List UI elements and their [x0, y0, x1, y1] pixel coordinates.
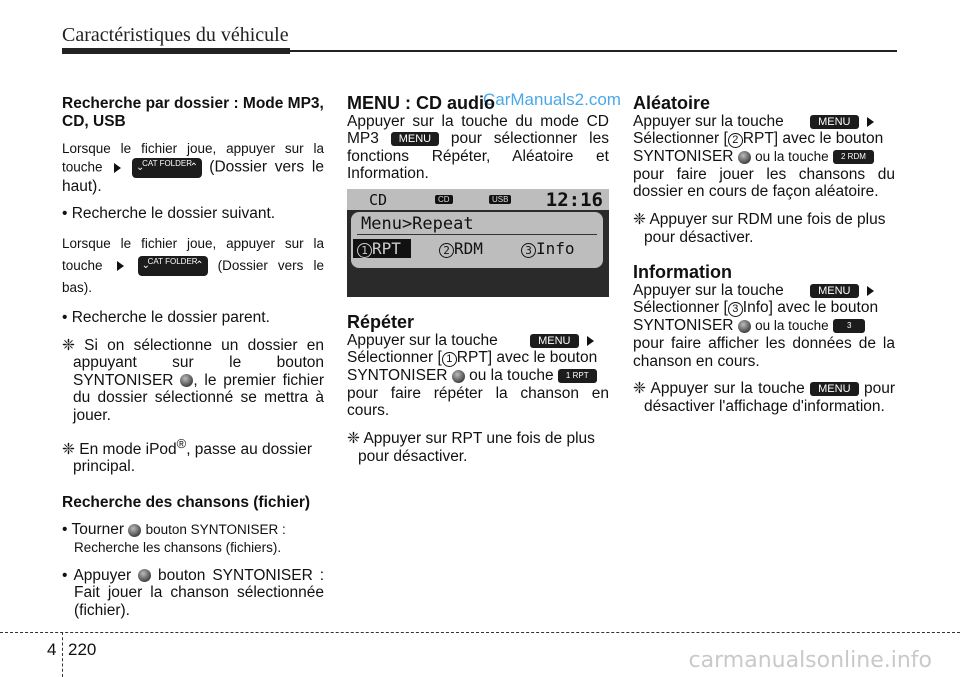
step-text: Sélectionner [	[633, 299, 728, 317]
note-text: , passe au dossier principal.	[73, 440, 312, 476]
tune-knob-icon	[738, 151, 751, 164]
arrow-right-icon	[867, 117, 874, 127]
cd-menu-screen	[347, 189, 609, 297]
step-text: RPT] avec le bouton SYNTONISER	[633, 130, 884, 166]
option-number: 1	[442, 352, 457, 367]
menu-button[interactable]: MENU	[810, 382, 858, 396]
screen-source: CD	[369, 191, 388, 209]
cat-folder-up-button[interactable]	[132, 158, 202, 178]
arrow-right-icon	[117, 261, 124, 271]
repeat-step-2	[347, 349, 609, 385]
tune-knob-icon	[128, 524, 141, 537]
note-text: ❈ Appuyer sur la touche	[633, 380, 805, 398]
random-step-1	[633, 113, 895, 131]
repeat-heading: Répéter	[347, 312, 415, 332]
screen-status-bar	[347, 189, 609, 210]
registered-mark: ®	[176, 435, 187, 451]
screen-option-rdm	[439, 239, 483, 258]
screen-option-info	[521, 239, 575, 258]
random-note: ❈ Appuyer sur RDM une fois de plus pour désactiver.	[633, 210, 886, 246]
arrow-right-icon	[867, 286, 874, 296]
cd-badge: CD	[435, 195, 453, 204]
chevron-down-icon: ⌄	[136, 161, 145, 173]
repeat-step-1	[347, 332, 609, 350]
footer-rule	[0, 632, 960, 633]
menu-intro-paragraph	[347, 113, 609, 183]
repeat-step-3: pour faire répéter la chanson en cours.	[347, 384, 609, 420]
cat-folder-label: CAT FOLDER	[142, 158, 193, 168]
screen-menu-path: Menu>Repeat	[361, 214, 474, 234]
info-step-2	[633, 299, 895, 335]
note-text: pour désactiver l'affichage d'information.	[644, 380, 895, 415]
info-note	[633, 380, 895, 415]
bullet-text: bouton SYNTONISER : Recherche les chansons (fichiers).	[74, 522, 286, 556]
instruction-text: (Dossier vers le bas).	[62, 257, 324, 295]
usb-badge: USB	[489, 195, 511, 204]
footer-divider	[62, 632, 63, 677]
watermark: CarManuals2.com	[483, 90, 621, 109]
step-text: Info] avec le bouton SYNTONISER	[633, 299, 879, 335]
repeat-section	[347, 314, 609, 465]
step-text: Appuyer sur la touche	[347, 331, 498, 349]
chevron-up-icon: ⌃	[195, 260, 204, 272]
step-text: ou la touche	[755, 149, 829, 165]
option-number: 2	[728, 133, 743, 148]
tune-knob-icon	[180, 374, 193, 387]
option-number: 3	[728, 302, 743, 317]
column-1	[62, 95, 324, 619]
screen-menu-panel	[351, 212, 603, 268]
page-number: 220	[68, 640, 97, 659]
tune-knob-icon	[452, 370, 465, 383]
section-number: 4	[47, 640, 57, 659]
info-step-1	[633, 282, 895, 300]
screen-clock: 12:16	[545, 189, 603, 211]
folder-down-instruction	[62, 233, 324, 299]
step-text: Appuyer sur la touche	[633, 112, 784, 130]
note-select-folder	[62, 337, 324, 425]
header-rule	[62, 50, 897, 52]
column-3	[633, 95, 895, 415]
rdm-button[interactable]: 2 RDM	[833, 150, 874, 164]
option-label: RDM	[454, 239, 483, 258]
instruction-text: (Dossier vers le haut).	[62, 158, 324, 195]
bullet-turn-knob	[62, 521, 324, 556]
arrow-right-icon	[587, 336, 594, 346]
step-text: ou la touche	[469, 367, 554, 385]
random-heading: Aléatoire	[633, 93, 711, 113]
step-text: RPT] avec le bouton SYNTONISER	[347, 349, 598, 385]
menu-cd-audio-heading: MENU : CD audio	[347, 93, 495, 113]
folder-search-heading: Recherche par dossier : Mode MP3, CD, USB	[62, 95, 324, 130]
chevron-up-icon: ⌃	[189, 161, 199, 173]
menu-button[interactable]: MENU	[810, 284, 858, 298]
bullet-text: • Tourner	[62, 521, 125, 539]
option-number: 1	[357, 243, 372, 258]
paragraph-text: Appuyer sur la touche du mode CD MP3	[347, 112, 609, 148]
random-step-2	[633, 130, 895, 166]
menu-button[interactable]: MENU	[530, 334, 578, 348]
bullet-text: • Appuyer	[62, 566, 132, 584]
note-text: ❈ En mode iPod	[62, 440, 177, 458]
step-text: Sélectionner [	[633, 130, 728, 148]
paragraph-text: pour sélectionner les fonctions Répéter, Aléatoire et Information.	[347, 130, 609, 183]
information-heading: Information	[633, 262, 732, 283]
tune-knob-icon	[738, 320, 751, 333]
instruction-text: Lorsque le fichier joue, appuyer sur la touche	[62, 235, 324, 273]
random-step-3: pour faire jouer les chansons du dossier en cours de façon aléatoire.	[633, 165, 895, 201]
arrow-right-icon	[114, 163, 121, 173]
info-step-3: pour faire afficher les données de la chanson en cours.	[633, 334, 895, 370]
option-number: 3	[521, 243, 536, 258]
screen-divider	[357, 234, 597, 235]
footer-watermark: carmanualsonline.info	[688, 648, 932, 673]
cat-folder-label: CAT FOLDER	[147, 257, 198, 267]
bullet-text: bouton SYNTONISER : Fait jouer la chanson sélectionnée (fichier).	[74, 566, 325, 619]
step-text: Sélectionner [	[347, 349, 442, 367]
bullet-parent-folder: • Recherche le dossier parent.	[62, 308, 270, 326]
chevron-down-icon: ⌄	[141, 260, 150, 272]
step-text: ou la touche	[755, 318, 829, 334]
option-number: 2	[439, 243, 454, 258]
cat-folder-down-button[interactable]	[138, 256, 208, 276]
step-text: Appuyer sur la touche	[633, 281, 784, 299]
note-ipod	[62, 435, 324, 476]
repeat-note: ❈ Appuyer sur RPT une fois de plus pour désactiver.	[347, 429, 595, 465]
note-text: , le premier fichier du dossier sélectionné se mettra à jouer.	[73, 371, 324, 424]
folder-up-instruction	[62, 140, 324, 195]
option-label: Info	[536, 239, 575, 258]
screen-option-rpt	[353, 239, 411, 258]
song-search-heading: Recherche des chansons (fichier)	[62, 493, 311, 511]
tune-knob-icon	[138, 569, 151, 582]
three-button[interactable]: 3	[833, 319, 865, 333]
menu-button[interactable]: MENU	[810, 115, 858, 129]
menu-button[interactable]: MENU	[391, 132, 439, 146]
rpt-button[interactable]: 1 RPT	[558, 369, 597, 383]
note-text: ❈ Si on sélectionne un dossier en appuyant sur le bouton SYNTONISER	[62, 336, 324, 389]
column-2	[347, 95, 609, 183]
page-header-title: Caractéristiques du véhicule	[62, 24, 289, 46]
bullet-next-folder: • Recherche le dossier suivant.	[62, 205, 276, 223]
instruction-text: Lorsque le fichier joue, appuyer sur la touche	[62, 141, 324, 175]
bullet-press-knob	[62, 567, 324, 620]
option-label: RPT	[372, 239, 401, 258]
